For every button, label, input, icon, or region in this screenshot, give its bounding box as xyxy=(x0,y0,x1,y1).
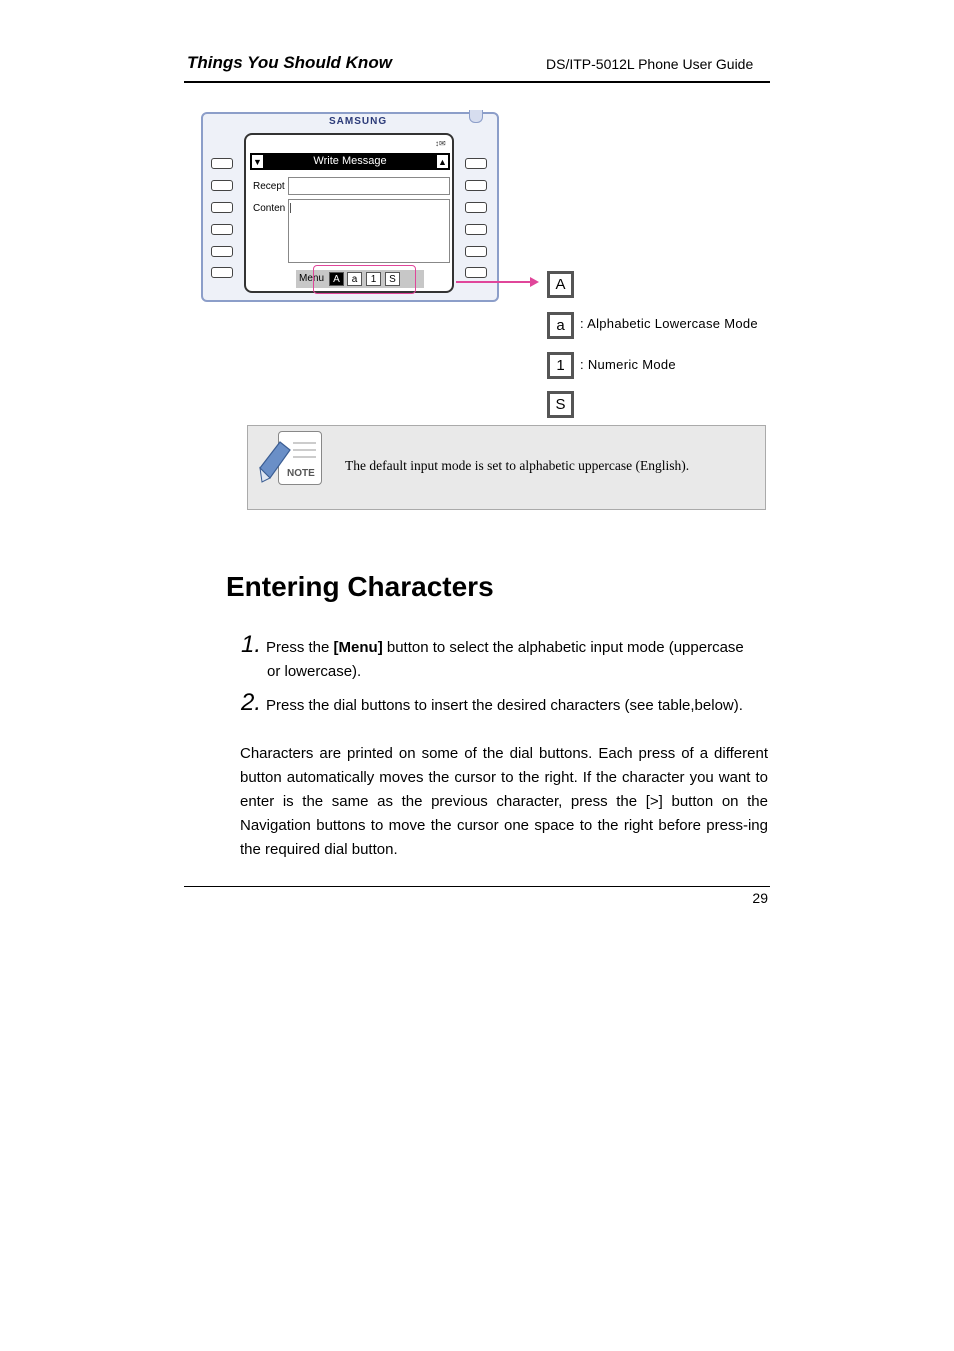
step-2-text: Press the dial buttons to insert the desired characters (see table,below). xyxy=(266,697,743,714)
step-2-number: 2. xyxy=(241,689,262,716)
mode-highlight-box xyxy=(313,265,416,294)
running-header-guide-title: DS/ITP-5012L Phone User Guide xyxy=(546,56,754,72)
down-arrow-icon: ▼ xyxy=(251,154,264,169)
recipient-field xyxy=(288,177,450,195)
left-soft-button xyxy=(211,180,233,191)
mode-key-lowercase: a xyxy=(347,272,362,286)
section-title: Entering Characters xyxy=(226,571,494,602)
left-soft-button xyxy=(211,224,233,235)
mode-key-numeric: 1 xyxy=(366,272,381,286)
phone-top-tab xyxy=(469,110,483,123)
menu-label: Menu xyxy=(299,273,325,284)
step-1-text-post: button to select the alphabetic input mode (uppercase xyxy=(382,639,744,656)
up-arrow-icon: ▲ xyxy=(436,154,449,169)
phone-brand-logo: SAMSUNG xyxy=(329,116,388,127)
content-label: Conten xyxy=(253,203,286,214)
step-1-text-pre: Press the xyxy=(266,639,334,656)
footer-divider xyxy=(184,886,770,887)
right-soft-button xyxy=(465,246,487,257)
right-soft-button xyxy=(465,202,487,213)
step-1-text xyxy=(266,636,744,660)
legend-desc-numeric: : Numeric Mode xyxy=(580,357,676,372)
legend-desc-lowercase: : Alphabetic Lowercase Mode xyxy=(580,316,758,331)
legend-key-lowercase: a xyxy=(547,312,574,339)
text-cursor xyxy=(290,203,291,213)
note-label: NOTE xyxy=(287,468,315,479)
left-soft-button xyxy=(211,158,233,169)
status-icons: ↕✉ xyxy=(435,139,446,148)
legend-key-uppercase: A xyxy=(547,271,574,298)
step-1-number: 1. xyxy=(241,631,262,658)
body-paragraph: Characters are printed on some of the dial buttons. Each press of a different button automatically moves the cursor to the right. If the character you want to enter is the same as the previous character, press the [>] button on the Navigation buttons to move the cursor one space to the right before press-ing the required dial button. xyxy=(240,745,768,858)
left-soft-button xyxy=(211,202,233,213)
note-text: The default input mode is set to alphabetic uppercase (English). xyxy=(345,458,690,473)
menu-button-reference: [Menu] xyxy=(333,639,383,656)
pointer-arrow-line xyxy=(456,281,532,283)
right-soft-button xyxy=(465,158,487,169)
pointer-arrow-icon xyxy=(530,277,539,287)
left-soft-button xyxy=(211,246,233,257)
step-1-continuation: or lowercase). xyxy=(267,663,362,680)
page-number: 29 xyxy=(752,890,768,906)
left-soft-button xyxy=(211,267,233,278)
mode-key-symbol: S xyxy=(385,272,400,286)
screen-title: Write Message xyxy=(313,155,387,167)
running-header-section: Things You Should Know xyxy=(187,53,392,72)
right-soft-button xyxy=(465,180,487,191)
legend-key-numeric: 1 xyxy=(547,352,574,379)
mode-key-uppercase: A xyxy=(329,272,344,286)
recipient-label: Recept xyxy=(253,181,285,192)
legend-key-symbol: S xyxy=(547,391,574,418)
content-field xyxy=(288,199,450,263)
header-divider xyxy=(184,81,770,83)
right-soft-button xyxy=(465,224,487,235)
right-soft-button xyxy=(465,267,487,278)
